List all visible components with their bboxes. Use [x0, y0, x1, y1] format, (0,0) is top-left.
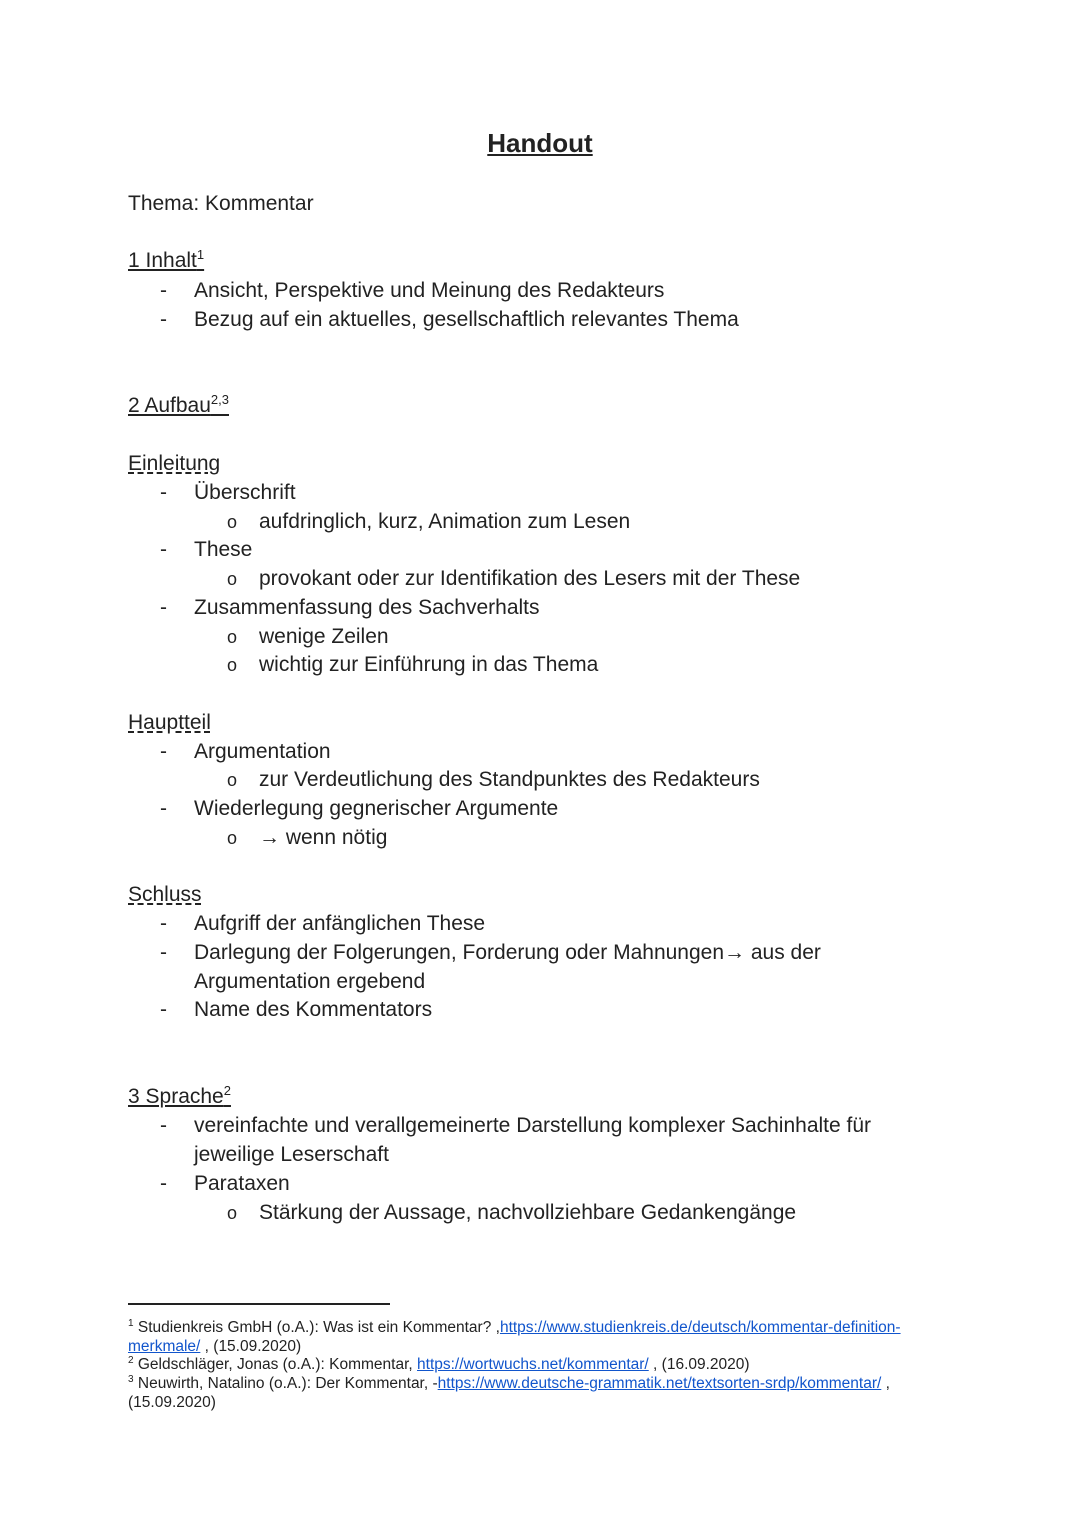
list-item: Parataxen [194, 1172, 290, 1195]
list-item: Argumentation [194, 740, 331, 763]
subheading-einleitung: Einleitung [128, 452, 221, 475]
list-item-continuation: jeweilige Leserschaft [194, 1143, 389, 1166]
list-item: Darlegung der Folgerungen, Forderung oder Mahnungen→ aus der [194, 941, 821, 964]
bullet-dash: - [160, 941, 167, 964]
footnote-3-cont: (15.09.2020) [128, 1394, 216, 1411]
section-heading-sprache: 3 Sprache$^2$ [128, 1083, 231, 1108]
section-heading-inhalt: 1 Inhalt$^1$ [128, 247, 205, 272]
sub-list-item: → wenn nötig [259, 826, 388, 849]
bullet-circle: o [227, 770, 238, 790]
footnote-ref: 2 [223, 1083, 231, 1098]
topic-line: Thema: Kommentar [128, 192, 314, 215]
sub-list-item: wichtig zur Einführung in das Thema [259, 653, 599, 676]
footnote-ref: 2,3 [210, 392, 229, 407]
list-item: Bezug auf ein aktuelles, gesellschaftlich relevantes Thema [194, 308, 739, 331]
bullet-dash: - [160, 797, 167, 820]
list-item: Überschrift [194, 481, 296, 504]
sub-list-item: aufdringlich, kurz, Animation zum Lesen [259, 510, 631, 533]
footnote-1: $^1$ Studienkreis GmbH (o.A.): Was ist ein Kommentar? ,https://www.studienkreis.de/deutsch/kommentar-definition- [128, 1317, 901, 1336]
footnote-3: $^3$ Neuwirth, Natalino (o.A.): Der Kommentar, -https://www.deutsche-grammatik.net/textsorten-srdp/kommentar/ , [128, 1373, 890, 1392]
bullet-circle: o [227, 569, 238, 589]
document-title: Handout [487, 128, 593, 158]
bullet-dash: - [160, 740, 167, 763]
footnote-2: $^2$ Geldschläger, Jonas (o.A.): Kommentar, https://wortwuchs.net/kommentar/ , (16.09.2020) [128, 1354, 750, 1373]
subheading-hauptteil: Hauptteil [128, 711, 211, 734]
section-heading-aufbau: 2 Aufbau$^{2,3}$ [128, 392, 229, 417]
bullet-circle: o [227, 828, 238, 848]
bullet-circle: o [227, 512, 238, 532]
list-item: Wiederlegung gegnerischer Argumente [194, 797, 559, 820]
list-item: Aufgriff der anfänglichen These [194, 912, 486, 935]
footnote-link[interactable]: https://www.deutsche-grammatik.net/textsorten-srdp/kommentar/ [437, 1375, 882, 1392]
bullet-dash: - [160, 596, 167, 619]
bullet-dash: - [160, 308, 167, 331]
list-item: These [194, 538, 253, 561]
bullet-circle: o [227, 627, 238, 647]
bullet-dash: - [160, 1114, 167, 1137]
bullet-dash: - [160, 538, 167, 561]
bullet-circle: o [227, 1203, 238, 1223]
list-item: Ansicht, Perspektive und Meinung des Redakteurs [194, 279, 665, 302]
bullet-dash: - [160, 279, 167, 302]
list-item: vereinfachte und verallgemeinerte Darstellung komplexer Sachinhalte für [194, 1114, 872, 1137]
list-item: Zusammenfassung des Sachverhalts [194, 596, 540, 619]
bullet-dash: - [160, 912, 167, 935]
bullet-circle: o [227, 655, 238, 675]
footnote-link[interactable]: https://www.studienkreis.de/deutsch/kommentar-definition- [499, 1319, 901, 1336]
subheading-schluss: Schluss [128, 883, 202, 906]
footnote-link[interactable]: merkmale/ [128, 1338, 201, 1355]
sub-list-item: wenige Zeilen [259, 625, 389, 648]
bullet-dash: - [160, 1172, 167, 1195]
sub-list-item: provokant oder zur Identifikation des Lesers mit der These [259, 567, 801, 590]
sub-list-item: Stärkung der Aussage, nachvollziehbare Gedankengänge [259, 1201, 797, 1224]
bullet-dash: - [160, 998, 167, 1021]
bullet-dash: - [160, 481, 167, 504]
list-item: Name des Kommentators [194, 998, 433, 1021]
footnote-ref: 1 [196, 247, 205, 262]
footnote-link[interactable]: https://wortwuchs.net/kommentar/ [417, 1356, 649, 1373]
sub-list-item: zur Verdeutlichung des Standpunktes des Redakteurs [259, 768, 760, 791]
list-item-continuation: Argumentation ergebend [194, 970, 426, 993]
footnote-divider [128, 1303, 390, 1305]
footnote-1-cont: merkmale/ , (15.09.2020) [128, 1338, 302, 1355]
